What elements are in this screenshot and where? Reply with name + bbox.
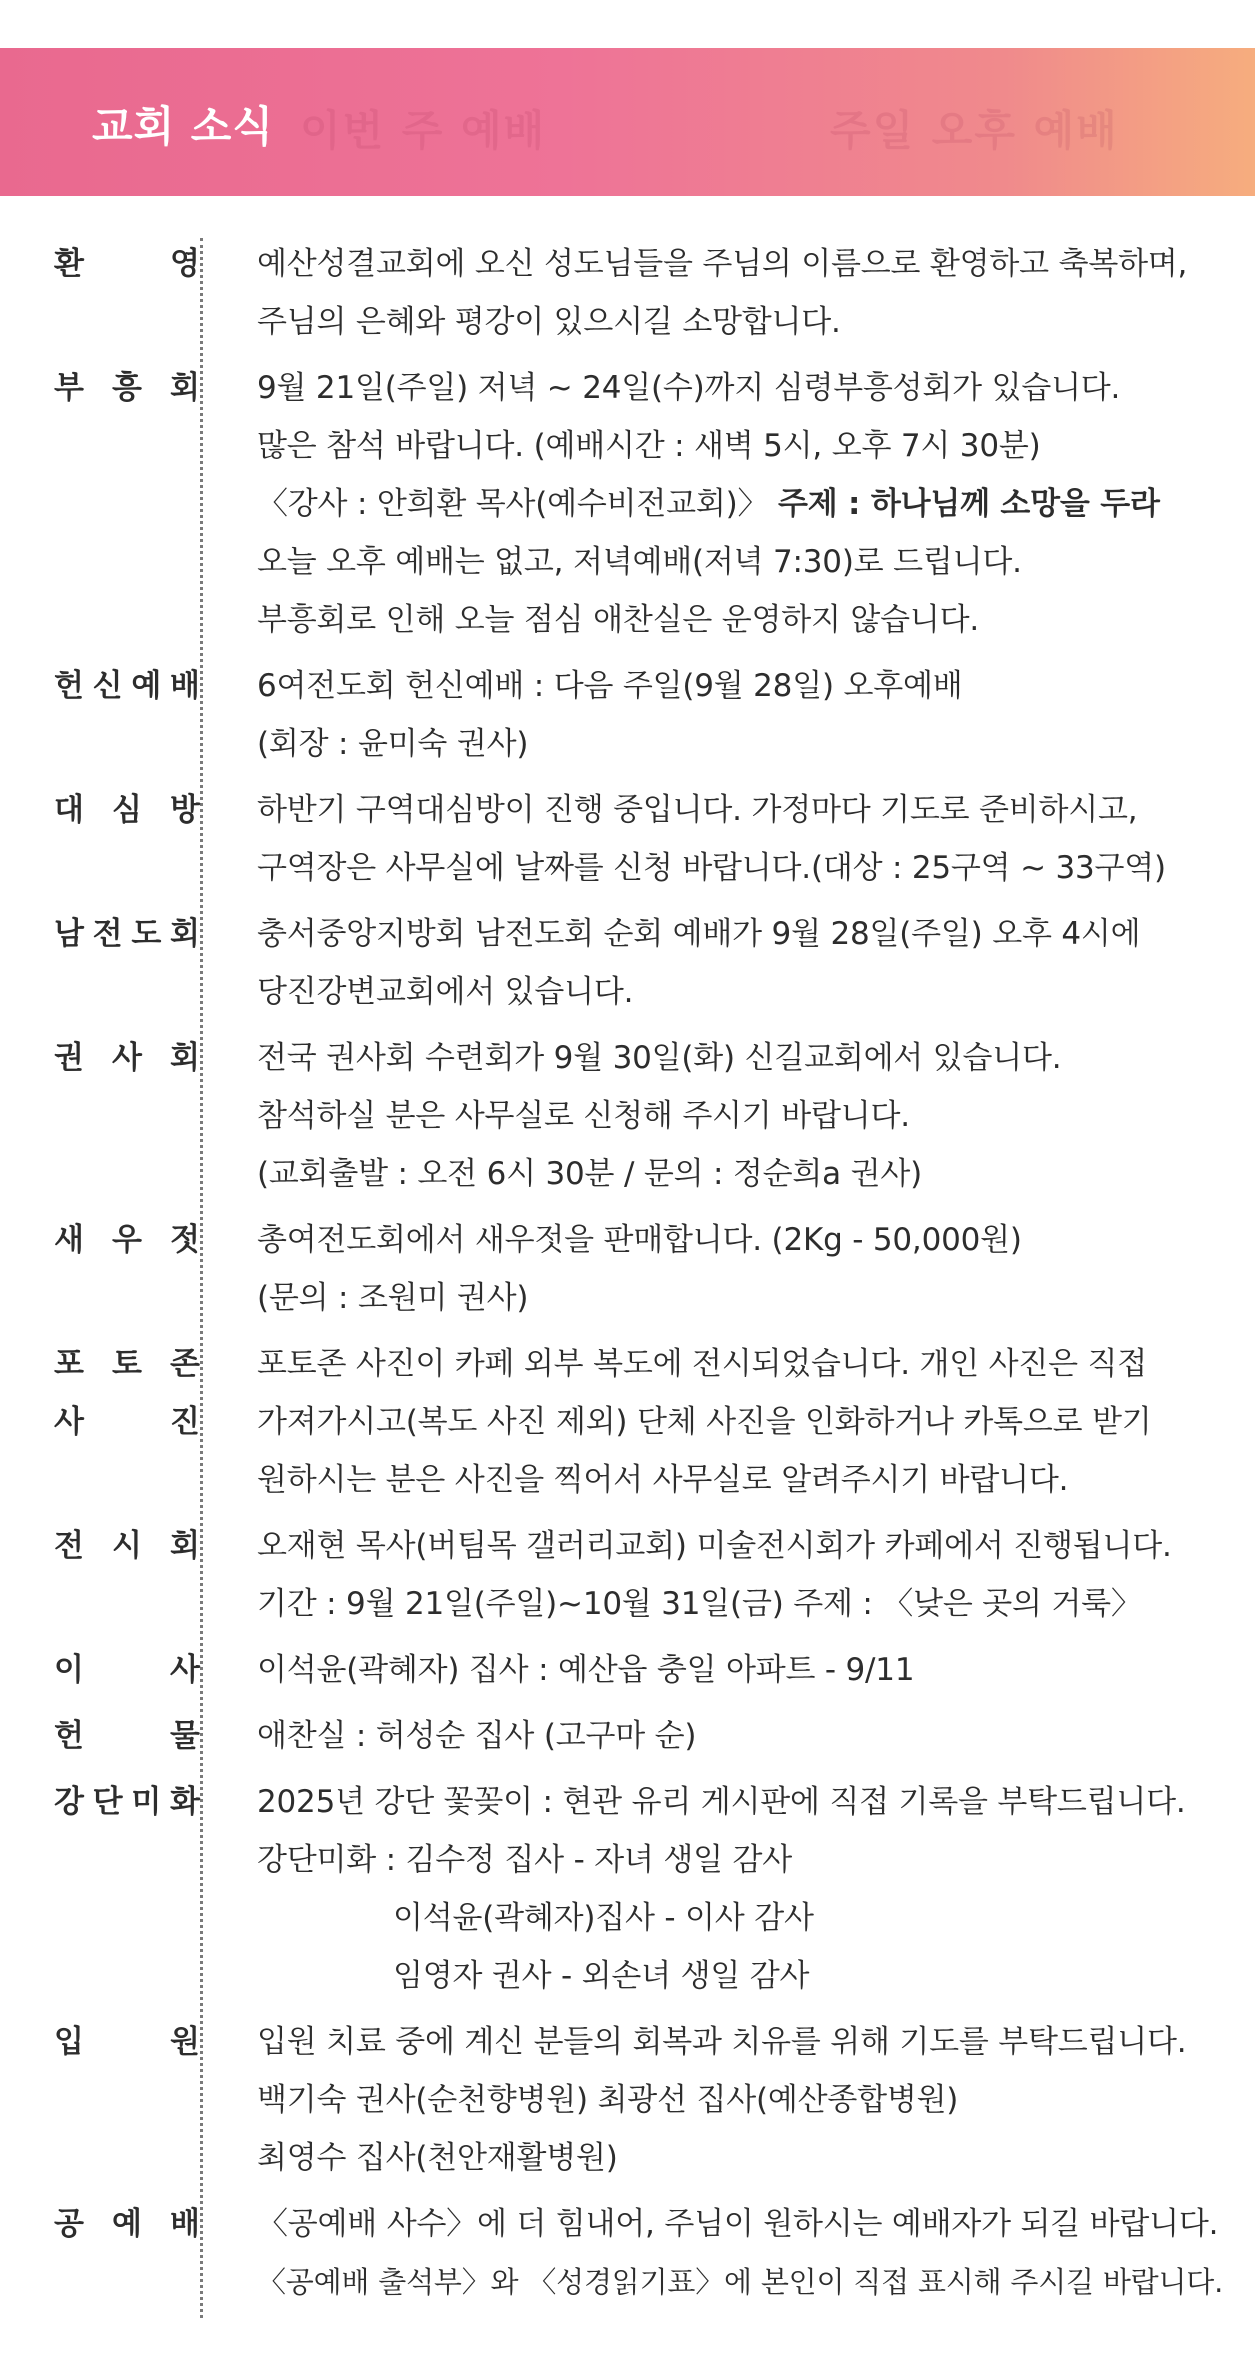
label-char: 존 xyxy=(170,1346,200,1382)
label-char: 심 xyxy=(112,792,142,828)
news-line: 2025년 강단 꽃꽂이 : 현관 유리 게시판에 직접 기록을 부탁드립니다. xyxy=(257,1784,1186,1820)
news-line: 최영수 집사(천안재활병원) xyxy=(257,2140,618,2176)
section-label-welcome xyxy=(54,235,200,293)
label-char: 부 xyxy=(54,370,84,406)
label-char: 환 xyxy=(54,246,84,282)
label-char: 영 xyxy=(170,246,200,282)
news-line: 많은 참석 바랍니다. (예배시간 : 새벽 5시, 오후 7시 30분) xyxy=(257,428,1041,464)
section-label-photo-2 xyxy=(54,1393,200,1451)
section-label-men xyxy=(54,905,200,963)
news-line: 강단미화 : 김수정 집사 - 자녀 생일 감사 xyxy=(257,1842,792,1878)
section-label-photo xyxy=(54,1335,200,1393)
news-line: 입원 치료 중에 계신 분들의 회복과 치유를 위해 기도를 부탁드립니다. xyxy=(257,2024,1187,2060)
label-char: 입 xyxy=(54,2024,84,2060)
label-char: 사 xyxy=(112,1040,142,1076)
label-divider xyxy=(200,238,203,2318)
section-label-moving xyxy=(54,1641,200,1699)
label-char: 배 xyxy=(170,668,200,704)
news-line: 오늘 오후 예배는 없고, 저녁예배(저녁 7:30)로 드립니다. xyxy=(257,544,1022,580)
news-line: 백기숙 권사(순천향병원) 최광선 집사(예산종합병원) xyxy=(257,2082,959,2118)
section-label-visitation xyxy=(54,781,200,839)
theme-text: 주제 : 하나님께 소망을 두라 xyxy=(777,486,1160,522)
label-char: 강 xyxy=(54,1784,84,1820)
label-char: 이 xyxy=(54,1652,84,1688)
label-char: 회 xyxy=(170,370,200,406)
banner-ghost-text-left: 이번 주 예배 xyxy=(300,106,547,155)
news-line: (회장 : 윤미숙 권사) xyxy=(257,726,529,762)
banner-ghost-text-right: 주일 오후 예배 xyxy=(830,106,1119,155)
label-char: 회 xyxy=(170,1040,200,1076)
news-line: 임영자 권사 - 외손녀 생일 감사 xyxy=(393,1958,810,1994)
label-char: 회 xyxy=(170,1528,200,1564)
label-char: 원 xyxy=(170,2024,200,2060)
label-char: 전 xyxy=(54,1528,84,1564)
news-line: 하반기 구역대심방이 진행 중입니다. 가정마다 기도로 준비하시고, xyxy=(257,792,1138,828)
section-label-worship xyxy=(54,2195,200,2253)
news-line: 6여전도회 헌신예배 : 다음 주일(9월 28일) 오후예배 xyxy=(257,668,963,704)
section-label-revival xyxy=(54,359,200,417)
label-char: 신 xyxy=(92,668,123,704)
news-line: 총여전도회에서 새우젓을 판매합니다. (2Kg - 50,000원) xyxy=(257,1222,1022,1258)
label-char: 공 xyxy=(54,2206,84,2242)
section-label-deaconess xyxy=(54,1029,200,1087)
news-line: 충서중앙지방회 남전도회 순회 예배가 9월 28일(주일) 오후 4시에 xyxy=(257,916,1141,952)
news-line: 오재현 목사(버팀목 갤러리교회) 미술전시회가 카페에서 진행됩니다. xyxy=(257,1528,1172,1564)
label-char: 사 xyxy=(170,1652,200,1688)
news-line: 가져가시고(복도 사진 제외) 단체 사진을 인화하거나 카톡으로 받기 xyxy=(257,1404,1152,1440)
news-line: 9월 21일(주일) 저녁 ~ 24일(수)까지 심령부흥성회가 있습니다. xyxy=(257,370,1121,406)
speaker-text: 〈강사 : 안희환 목사(예수비전교회)〉 xyxy=(257,486,769,522)
label-char: 흥 xyxy=(112,370,142,406)
label-char: 시 xyxy=(112,1528,142,1564)
news-line: (문의 : 조원미 권사) xyxy=(257,1280,529,1316)
news-line: 참석하실 분은 사무실로 신청해 주시기 바랍니다. xyxy=(257,1098,910,1134)
label-char: 회 xyxy=(170,916,200,952)
label-char: 도 xyxy=(131,916,162,952)
label-char: 물 xyxy=(170,1718,200,1754)
news-line: 애찬실 : 허성순 집사 (고구마 순) xyxy=(257,1718,697,1754)
label-char: 대 xyxy=(54,792,84,828)
news-line: 〈공예배 출석부〉와 〈성경읽기표〉에 본인이 직접 표시해 주시길 바랍니다. xyxy=(257,2265,1224,2299)
news-line: 기간 : 9월 21일(주일)~10월 31일(금) 주제 : 〈낮은 곳의 거룩〉 xyxy=(257,1586,1142,1622)
label-char: 새 xyxy=(54,1222,84,1258)
label-char: 단 xyxy=(92,1784,123,1820)
label-char: 예 xyxy=(131,668,162,704)
news-line: (교회출발 : 오전 6시 30분 / 문의 : 정순희a 권사) xyxy=(257,1156,922,1192)
news-line xyxy=(257,475,1160,533)
label-char: 젓 xyxy=(170,1222,200,1258)
news-line: 주님의 은혜와 평강이 있으시길 소망합니다. xyxy=(257,304,841,340)
label-char: 배 xyxy=(170,2206,200,2242)
news-line: 예산성결교회에 오신 성도님들을 주님의 이름으로 환영하고 축복하며, xyxy=(257,246,1188,282)
label-char: 미 xyxy=(131,1784,162,1820)
label-char: 토 xyxy=(112,1346,142,1382)
label-char: 방 xyxy=(170,792,200,828)
news-line: 원하시는 분은 사진을 찍어서 사무실로 알려주시기 바랍니다. xyxy=(257,1462,1069,1498)
section-label-hospital xyxy=(54,2013,200,2071)
news-line: 전국 권사회 수련회가 9월 30일(화) 신길교회에서 있습니다. xyxy=(257,1040,1062,1076)
news-line: 이석윤(곽혜자) 집사 : 예산읍 충일 아파트 - 9/11 xyxy=(257,1652,915,1688)
section-label-dedication xyxy=(54,657,200,715)
label-char: 진 xyxy=(170,1404,200,1440)
label-char: 예 xyxy=(112,2206,142,2242)
section-label-exhibit xyxy=(54,1517,200,1575)
label-char: 우 xyxy=(112,1222,142,1258)
label-char: 헌 xyxy=(54,1718,84,1754)
news-line: 구역장은 사무실에 날짜를 신청 바랍니다.(대상 : 25구역 ~ 33구역) xyxy=(257,850,1166,886)
label-char: 헌 xyxy=(54,668,84,704)
label-char: 남 xyxy=(54,916,84,952)
label-char: 사 xyxy=(54,1404,84,1440)
header-banner xyxy=(0,48,1255,196)
news-line: 당진강변교회에서 있습니다. xyxy=(257,974,634,1010)
news-line: 이석윤(곽혜자)집사 - 이사 감사 xyxy=(393,1900,814,1936)
news-line: 포토존 사진이 카페 외부 복도에 전시되었습니다. 개인 사진은 직접 xyxy=(257,1346,1148,1382)
label-char: 포 xyxy=(54,1346,84,1382)
section-label-gift xyxy=(54,1707,200,1765)
label-char: 화 xyxy=(170,1784,200,1820)
section-label-flowers xyxy=(54,1773,200,1831)
page-title: 교회 소식 xyxy=(92,102,274,151)
news-line: 부흥회로 인해 오늘 점심 애찬실은 운영하지 않습니다. xyxy=(257,602,979,638)
news-line: 〈공예배 사수〉에 더 힘내어, 주님이 원하시는 예배자가 되길 바랍니다. xyxy=(257,2206,1219,2242)
label-char: 전 xyxy=(92,916,123,952)
section-label-shrimp xyxy=(54,1211,200,1269)
label-char: 권 xyxy=(54,1040,84,1076)
